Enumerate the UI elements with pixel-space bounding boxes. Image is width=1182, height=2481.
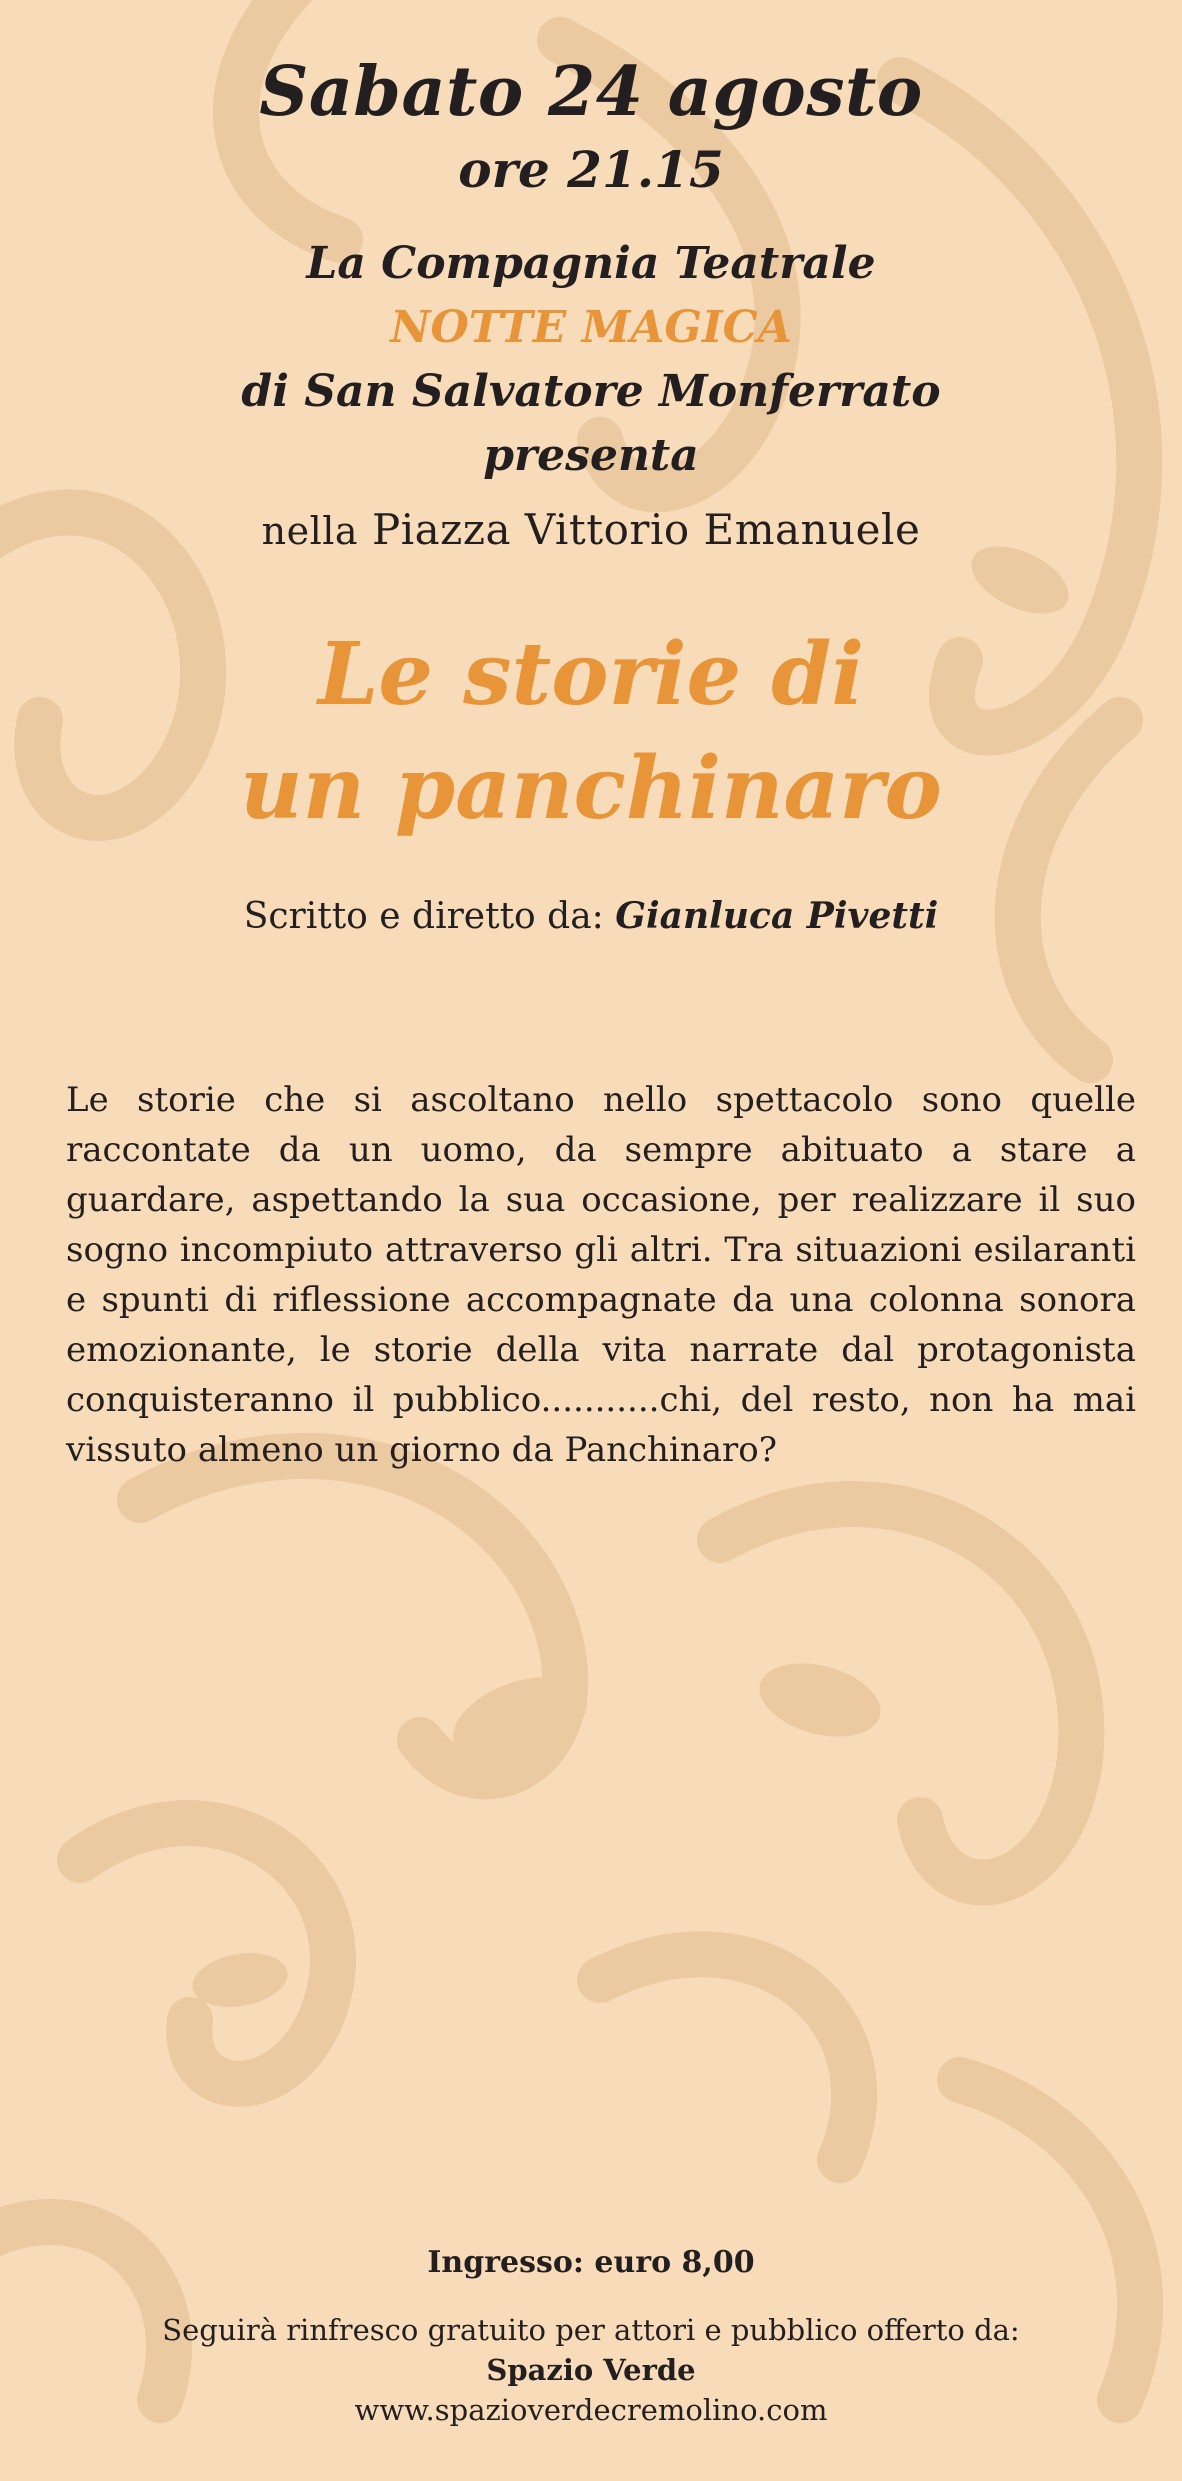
company-name: NOTTE MAGICA (390, 302, 792, 353)
location-prefix: nella (261, 509, 359, 553)
credits-author: Gianluca Pivetti (615, 895, 939, 937)
company-block (0, 232, 1182, 488)
credits-line (0, 895, 1182, 937)
sponsor-name: Spazio Verde (486, 2353, 696, 2387)
sponsor-url[interactable]: www.spazioverdecremolino.com (354, 2393, 828, 2427)
event-date: Sabato 24 agosto (259, 52, 923, 132)
show-title (0, 618, 1182, 846)
location-line (0, 505, 1182, 554)
company-intro: La Compagnia Teatrale (306, 238, 876, 289)
event-time: ore 21.15 (458, 140, 724, 199)
show-title-line2: un panchinaro (240, 738, 942, 839)
show-title-line1: Le storie di (317, 624, 865, 725)
presents-label: presenta (483, 430, 699, 481)
company-origin: di San Salvatore Monferrato (241, 366, 941, 417)
credits-label: Scritto e diretto da: (243, 896, 604, 937)
location-place: Piazza Vittorio Emanuele (371, 505, 921, 554)
entry-price: Ingresso: euro 8,00 (427, 2245, 755, 2280)
refreshment-info (0, 2310, 1182, 2430)
refreshment-text: Seguirà rinfresco gratuito per attori e pubblico offerto da: (162, 2313, 1020, 2347)
show-description: Le storie che si ascoltano nello spettacolo sono quelle raccontate da un uomo, da sempre abituato a stare a guardare, aspettando la sua occasione, per realizzare il suo sogno incompiuto attraverso gli altri. Tra situazioni esilaranti e spunti di riflessione accompagnate da una colonna sonora emozionante, le storie della vita narrate dal protagonista conquisteranno il pubblico...........chi, del resto, non ha mai vissuto almeno un giorno da Panchinaro? (66, 1080, 1136, 1470)
